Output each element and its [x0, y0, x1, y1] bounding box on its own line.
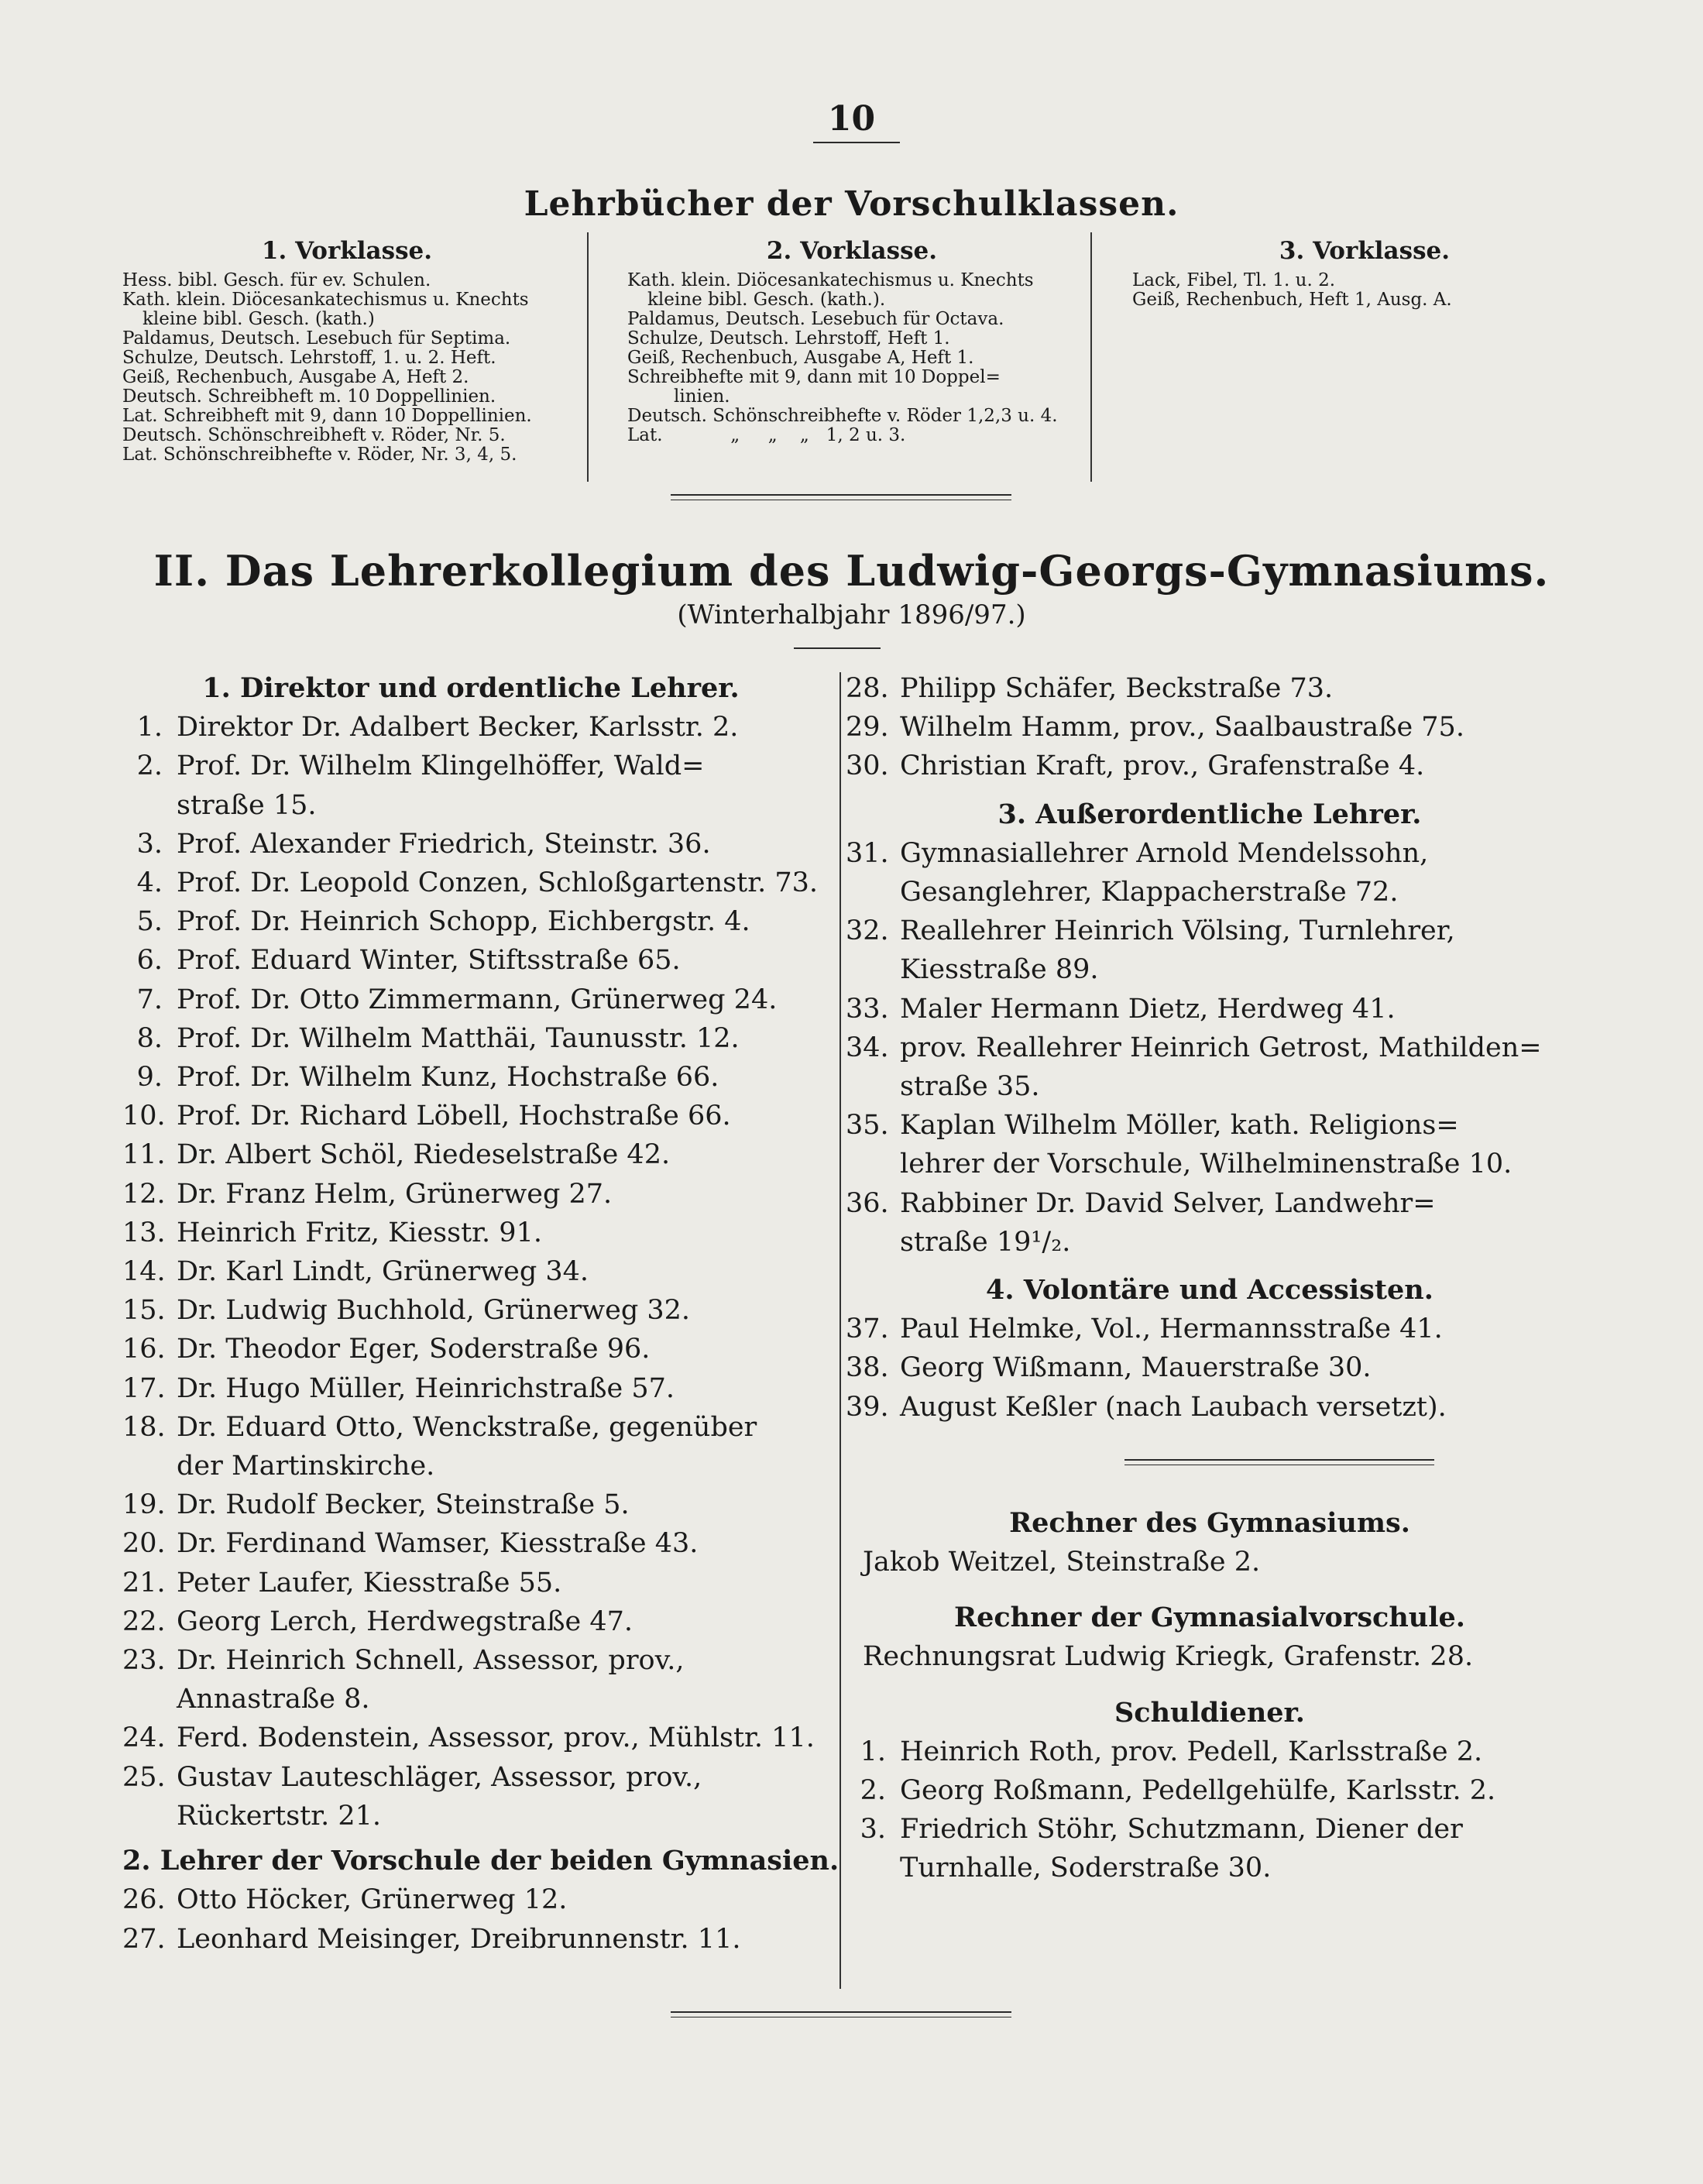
item-number: 28. [846, 673, 889, 704]
rechner-vorschule-heading: Rechner der Gymnasialvorschule. [954, 1602, 1465, 1634]
list-item: Paldamus, Deutsch. Lesebuch für Septima. [122, 328, 511, 349]
list-item [122, 1602, 819, 1641]
item-number: 15. [122, 1295, 166, 1327]
list-item [122, 1252, 819, 1291]
list-item [846, 1348, 1574, 1387]
item-text: prov. Reallehrer Heinrich Getrost, Mathilden= [900, 1032, 1542, 1063]
list-item [846, 1388, 1574, 1427]
item-number: 30. [846, 750, 889, 782]
item-text: Georg Lerch, Herdwegstraße 47. [177, 1605, 633, 1637]
item-text: Kaplan Wilhelm Möller, kath. Religions= [900, 1110, 1459, 1142]
list-item [122, 1291, 819, 1330]
list-item: Geiß, Rechenbuch, Heft 1, Ausg. A. [1132, 290, 1452, 310]
item-number: 25. [122, 1761, 166, 1793]
item-text: Wilhelm Hamm, prov., Saalbaustraße 75. [900, 712, 1464, 743]
column-divider [1090, 232, 1092, 482]
list-item [846, 1028, 1574, 1067]
item-text: Gymnasiallehrer Arnold Mendelssohn, [900, 837, 1429, 869]
item-number: 20. [122, 1528, 166, 1560]
list-item [122, 1758, 819, 1797]
item-number: 24. [122, 1722, 166, 1754]
list-item [122, 1719, 819, 1757]
item-text: Prof. Dr. Heinrich Schopp, Eichbergstr. 4. [177, 906, 750, 938]
list-item: Hess. bibl. Gesch. für ev. Schulen. [122, 270, 431, 290]
item-text: Prof. Dr. Wilhelm Klingelhöffer, Wald= [177, 750, 705, 782]
list-item [122, 1524, 819, 1563]
list-item: Schreibhefte mit 9, dann mit 10 Doppel= [627, 367, 1001, 387]
item-text: Prof. Dr. Leopold Conzen, Schloßgartenstr. 73. [177, 867, 818, 899]
item-text: Rabbiner Dr. David Selver, Landwehr= [900, 1187, 1436, 1219]
item-text: Dr. Karl Lindt, Grünerweg 34. [177, 1256, 589, 1288]
item-number: 26. [122, 1884, 166, 1916]
item-text: Reallehrer Heinrich Völsing, Turnlehrer, [900, 915, 1455, 947]
subtitle-rule [794, 647, 881, 649]
item-text: Dr. Hugo Müller, Heinrichstraße 57. [177, 1372, 675, 1404]
vorklasse-3-heading: 3. Vorklasse. [1279, 237, 1451, 265]
item-number: 36. [846, 1187, 889, 1219]
item-number: 33. [846, 993, 889, 1025]
item-text: Dr. Ludwig Buchhold, Grünerweg 32. [177, 1295, 691, 1327]
item-number: 17. [122, 1372, 166, 1404]
list-item [122, 1058, 819, 1097]
item-number: 27. [122, 1923, 166, 1955]
item-number: 34. [846, 1032, 889, 1063]
list-item [122, 747, 819, 785]
item-text: Heinrich Fritz, Kiesstr. 91. [177, 1217, 542, 1248]
item-text: Prof. Alexander Friedrich, Steinstr. 36. [177, 828, 711, 860]
list-item [122, 1330, 819, 1368]
item-text: Direktor Dr. Adalbert Becker, Karlsstr. 2. [177, 712, 739, 743]
item-number: 22. [122, 1605, 166, 1637]
item-number: 4. [136, 867, 163, 899]
item-continuation: lehrer der Vorschule, Wilhelminenstraße 10. [900, 1149, 1512, 1180]
vorklasse-3 [1132, 237, 1597, 310]
item-text: Gustav Lauteschläger, Assessor, prov., [177, 1761, 702, 1793]
list-item [122, 1135, 819, 1174]
item-text: Dr. Heinrich Schnell, Assessor, prov., [177, 1645, 685, 1677]
vorklasse-2-heading: 2. Vorklasse. [766, 237, 938, 265]
item-text: Otto Höcker, Grünerweg 12. [177, 1884, 568, 1916]
column-divider [839, 672, 841, 1989]
item-number: 7. [136, 984, 163, 1015]
item-continuation: Gesanglehrer, Klappacherstraße 72. [900, 877, 1399, 908]
item-number: 8. [136, 1022, 163, 1054]
divider-rule [671, 494, 1011, 496]
list-item [846, 834, 1574, 873]
list-item [846, 708, 1574, 747]
item-number: 19. [122, 1489, 166, 1521]
list-item [846, 1184, 1574, 1223]
item-continuation: straße 19¹/₂. [900, 1226, 1071, 1258]
item-number: 37. [846, 1313, 889, 1345]
vorschul-title: Lehrbücher der Vorschulklassen. [524, 184, 1179, 224]
list-item [122, 1175, 819, 1214]
item-number: 11. [122, 1139, 166, 1171]
list-item: Deutsch. Schönschreibheft v. Röder, Nr. 5. [122, 425, 506, 445]
vorklasse-1 [122, 237, 572, 465]
item-text: Peter Laufer, Kiesstraße 55. [177, 1567, 562, 1599]
item-text: Prof. Dr. Richard Löbell, Hochstraße 66. [177, 1101, 731, 1132]
item-text: Dr. Albert Schöl, Riedeselstraße 42. [177, 1139, 671, 1171]
list-item [122, 1880, 819, 1919]
list-item [122, 1369, 819, 1408]
item-number: 31. [846, 837, 889, 869]
item-text: Georg Wißmann, Mauerstraße 30. [900, 1352, 1372, 1384]
item-text: Friedrich Stöhr, Schutzmann, Diener der [900, 1814, 1463, 1846]
item-number: 3. [860, 1814, 886, 1846]
item-text: Leonhard Meisinger, Dreibrunnenstr. 11. [177, 1923, 741, 1955]
list-item: Deutsch. Schönschreibhefte v. Röder 1,2,3 u. 4. [627, 406, 1058, 426]
section-heading: 4. Volontäre und Accessisten. [986, 1274, 1433, 1307]
item-continuation: straße 15. [177, 789, 317, 821]
right-column [846, 669, 1574, 1888]
list-item [846, 1810, 1574, 1849]
list-item [846, 1732, 1574, 1771]
list-item [122, 708, 819, 747]
item-continuation: Turnhalle, Soderstraße 30. [900, 1853, 1272, 1884]
item-continuation: Annastraße 8. [177, 1684, 370, 1715]
list-item: Schulze, Deutsch. Lehrstoff, 1. u. 2. Heft. [122, 348, 496, 368]
list-item [846, 747, 1574, 785]
list-item: Paldamus, Deutsch. Lesebuch für Octava. [627, 309, 1004, 329]
item-text: Paul Helmke, Vol., Hermannsstraße 41. [900, 1313, 1443, 1345]
list-item: kleine bibl. Gesch. (kath.). [647, 290, 886, 310]
list-item: Geiß, Rechenbuch, Ausgabe A, Heft 1. [627, 348, 974, 368]
list-item: Lat. Schönschreibhefte v. Röder, Nr. 3, 4, 5. [122, 445, 517, 465]
list-item [846, 1310, 1574, 1348]
section-heading: 2. Lehrer der Vorschule der beiden Gymnasien. [122, 1845, 839, 1877]
item-number: 6. [136, 945, 163, 977]
list-item [846, 669, 1574, 708]
list-item [122, 1641, 819, 1680]
item-number: 35. [846, 1110, 889, 1142]
page-number: 10 [827, 99, 876, 139]
rechner-line: Jakob Weitzel, Steinstraße 2. [863, 1547, 1261, 1578]
item-number: 10. [122, 1101, 166, 1132]
item-number: 2. [136, 750, 163, 782]
item-number: 18. [122, 1411, 166, 1443]
list-item [122, 980, 819, 1019]
divider-rule [1124, 1459, 1434, 1461]
item-number: 1. [136, 712, 163, 743]
item-text: August Keßler (nach Laubach versetzt). [900, 1391, 1447, 1423]
item-text: Philipp Schäfer, Beckstraße 73. [900, 673, 1334, 704]
item-number: 9. [136, 1062, 163, 1094]
left-column [122, 669, 839, 1959]
list-item: Kath. klein. Diöcesankatechismus u. Knechts [122, 290, 529, 310]
item-text: Prof. Eduard Winter, Stiftsstraße 65. [177, 945, 681, 977]
item-number: 32. [846, 915, 889, 947]
section-heading: 1. Direktor und ordentliche Lehrer. [202, 672, 740, 704]
item-number: 23. [122, 1645, 166, 1677]
item-text: Prof. Dr. Wilhelm Matthäi, Taunusstr. 12. [177, 1022, 740, 1054]
list-item [846, 912, 1574, 950]
item-number: 39. [846, 1391, 889, 1423]
list-item [122, 864, 819, 902]
divider-rule [671, 2011, 1011, 2013]
item-number: 21. [122, 1567, 166, 1599]
item-text: Georg Roßmann, Pedellgehülfe, Karlsstr. 2. [900, 1775, 1496, 1807]
item-number: 14. [122, 1256, 166, 1288]
list-item: Schulze, Deutsch. Lehrstoff, Heft 1. [627, 328, 950, 349]
item-text: Dr. Eduard Otto, Wenckstraße, gegenüber [177, 1411, 757, 1443]
list-item [122, 825, 819, 864]
item-number: 38. [846, 1352, 889, 1384]
vorklasse-1-heading: 1. Vorklasse. [261, 237, 433, 265]
list-item [846, 1106, 1574, 1145]
column-divider [587, 232, 589, 482]
item-continuation: Rückertstr. 21. [177, 1800, 382, 1832]
item-text: Prof. Dr. Otto Zimmermann, Grünerweg 24. [177, 984, 778, 1015]
item-number: 12. [122, 1178, 166, 1210]
list-item: Lat. „ „ „ 1, 2 u. 3. [627, 425, 906, 445]
item-continuation: Kiesstraße 89. [900, 954, 1099, 986]
item-text: Christian Kraft, prov., Grafenstraße 4. [900, 750, 1425, 782]
item-text: Maler Hermann Dietz, Herdweg 41. [900, 993, 1396, 1025]
list-item: kleine bibl. Gesch. (kath.) [142, 309, 375, 329]
vorklasse-2-list [627, 271, 1076, 445]
item-continuation: straße 35. [900, 1071, 1040, 1103]
schuldiener-heading: Schuldiener. [1114, 1696, 1305, 1729]
rechner-heading: Rechner des Gymnasiums. [1009, 1506, 1410, 1539]
vorklasse-3-list [1132, 271, 1597, 310]
item-continuation: der Martinskirche. [177, 1451, 435, 1482]
item-text: Dr. Theodor Eger, Soderstraße 96. [177, 1334, 651, 1365]
item-number: 2. [860, 1775, 886, 1807]
list-item [122, 1485, 819, 1524]
item-text: Dr. Franz Helm, Grünerweg 27. [177, 1178, 613, 1210]
item-text: Ferd. Bodenstein, Assessor, prov., Mühlstr. 11. [177, 1722, 815, 1754]
item-text: Prof. Dr. Wilhelm Kunz, Hochstraße 66. [177, 1062, 719, 1094]
list-item [122, 902, 819, 941]
vorklasse-2 [627, 237, 1076, 445]
list-item [846, 1771, 1574, 1810]
list-item [122, 1408, 819, 1447]
section-heading: 3. Außerordentliche Lehrer. [997, 798, 1422, 830]
item-number: 3. [136, 828, 163, 860]
list-item [122, 1920, 819, 1959]
item-text: Dr. Ferdinand Wamser, Kiesstraße 43. [177, 1528, 699, 1560]
list-item [122, 1097, 819, 1135]
kollegium-title: II. Das Lehrerkollegium des Ludwig-Georgs-Gymnasiums. [153, 546, 1550, 596]
list-item [122, 941, 819, 980]
list-item [122, 1214, 819, 1252]
page-number-rule [813, 142, 900, 143]
list-item [122, 1019, 819, 1058]
list-item: Lat. Schreibheft mit 9, dann 10 Doppellinien. [122, 406, 532, 426]
item-number: 29. [846, 712, 889, 743]
item-text: Heinrich Roth, prov. Pedell, Karlsstraße 2. [900, 1736, 1483, 1767]
list-item [846, 990, 1574, 1028]
list-item: linien. [674, 386, 730, 407]
list-item: Lack, Fibel, Tl. 1. u. 2. [1132, 270, 1336, 290]
item-text: Dr. Rudolf Becker, Steinstraße 5. [177, 1489, 630, 1521]
vorklasse-1-list [122, 271, 572, 465]
list-item [122, 1564, 819, 1602]
list-item: Geiß, Rechenbuch, Ausgabe A, Heft 2. [122, 367, 469, 387]
list-item: Deutsch. Schreibheft m. 10 Doppellinien. [122, 386, 496, 407]
list-item: Kath. klein. Diöcesankatechismus u. Knechts [627, 270, 1034, 290]
kollegium-subtitle: (Winterhalbjahr 1896/97.) [677, 599, 1026, 630]
item-number: 13. [122, 1217, 166, 1248]
rechner-vorschule-line: Rechnungsrat Ludwig Kriegk, Grafenstr. 28. [863, 1641, 1474, 1673]
item-number: 16. [122, 1334, 166, 1365]
item-number: 5. [136, 906, 163, 938]
item-number: 1. [860, 1736, 886, 1767]
